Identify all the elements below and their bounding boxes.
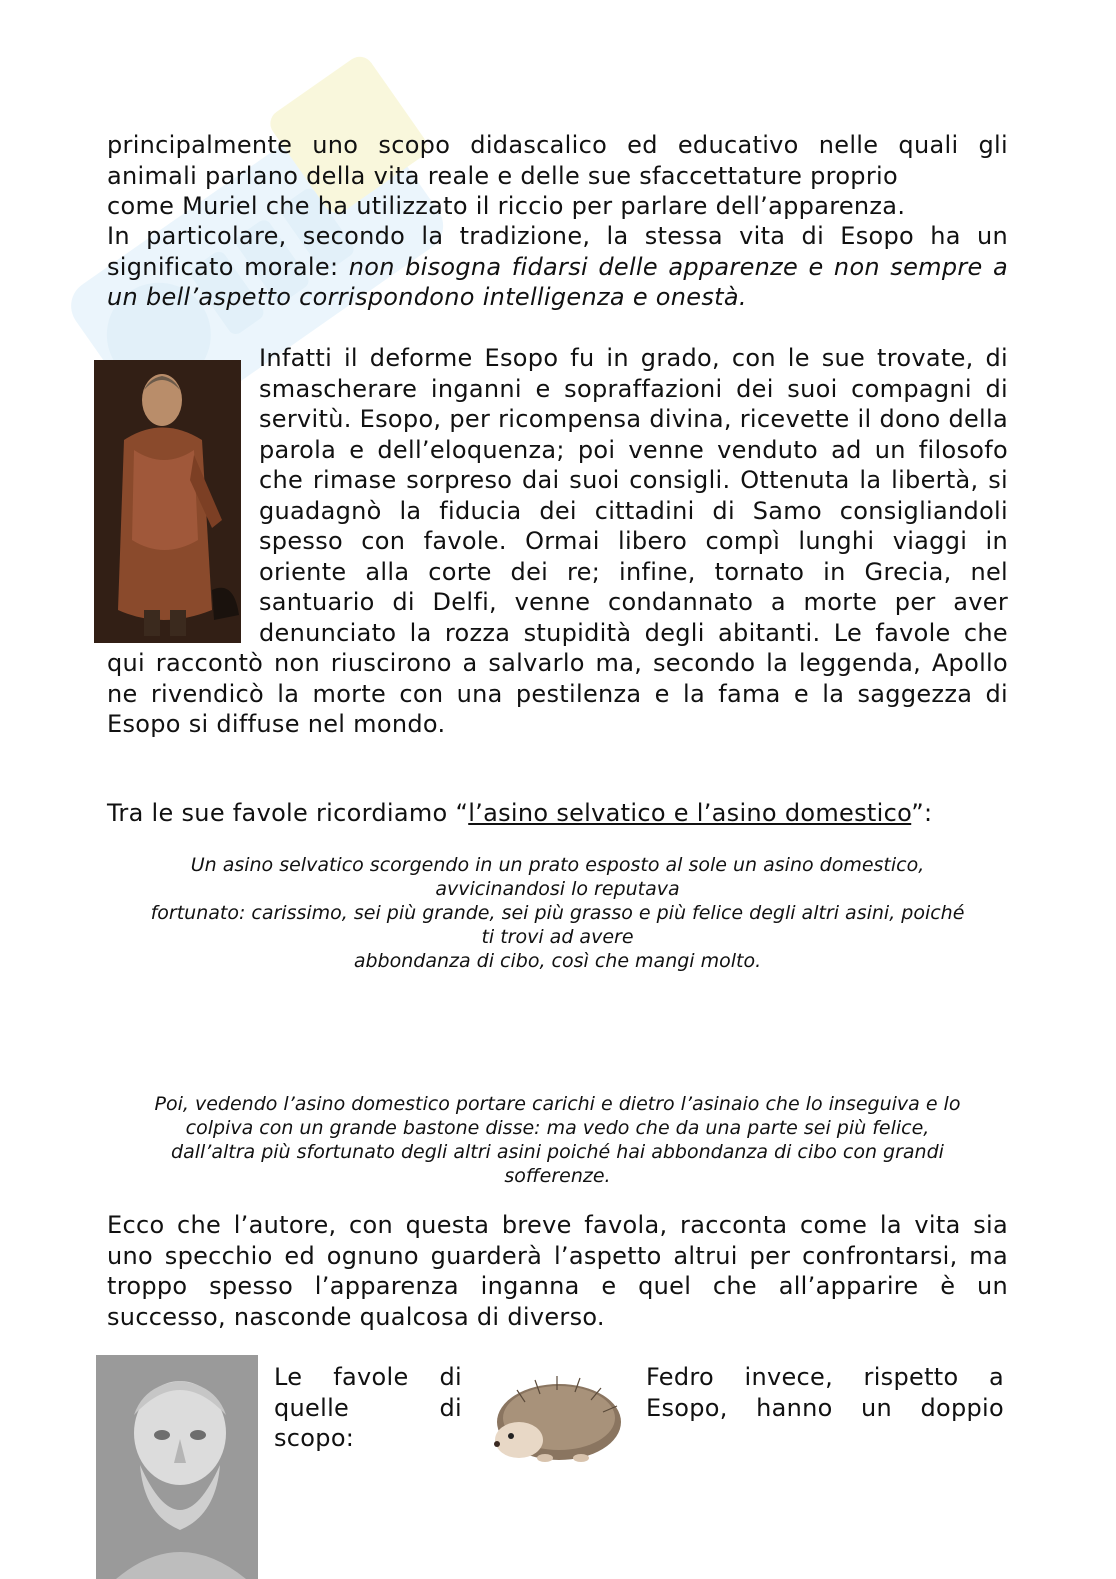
fable-quote-2 (107, 1092, 1008, 1188)
fedro-word-esopo: Esopo, (646, 1393, 728, 1422)
fedro-word-doppio: doppio (920, 1393, 1004, 1422)
fedro-word-le: Le (274, 1363, 303, 1391)
fedro-word-favole: favole (333, 1363, 409, 1391)
quote1-line-5: abbondanza di cibo, così che mangi molto. (353, 950, 762, 972)
quote2-line-4: sofferenze. (504, 1165, 611, 1187)
quote2-line-3: dall’altra più sfortunato degli altri asini poiché hai abbondanza di cibo con grandi (171, 1141, 944, 1163)
intro-line-3: come Muriel che ha utilizzato il riccio per parlare dell’apparenza. (107, 192, 906, 220)
fedro-word-scopo: scopo: (274, 1424, 355, 1452)
fedro-word-quelle: quelle (274, 1393, 350, 1422)
moral-text: In particolare, secondo la tradizione, la stessa vita di Esopo ha un significato morale: (107, 222, 1008, 281)
quote2-line-2: colpiva con un grande bastone disse: ma vedo che da una parte sei più felice, (185, 1117, 930, 1139)
fable-quote-1 (107, 853, 1008, 973)
hedgehog-image (485, 1362, 628, 1467)
conclusion-text: Ecco che l’autore, con questa breve favola, racconta come la vita sia uno specchio ed ognuno guarderà l’aspetto altrui per confrontarsi, ma troppo spesso l’apparenza inganna e quel che all’apparire è un successo, nasconde qualcosa di diverso. (107, 1211, 1008, 1331)
quote1-line-2: avvicinandosi lo reputava (435, 878, 680, 900)
biography-text: Infatti il deforme Esopo fu in grado, con le sue trovate, di smascherare inganni e sopraffazioni dei suoi compagni di servitù. Esopo, per ricompensa divina, ricevette il dono della parola e dell’eloquenza; poi venne venduto ad un filosofo che rimase sorpreso dai suoi consigli. Ottenuta la libertà, si guadagnò la fiducia dei cittadini di Samo consigliandoli spesso con favole. Ormai libero compì lunghi viaggi in oriente alla corte dei re; infine, tornato in Grecia, nel santuario di Delfi, venne condannato a morte per aver denunciato la rozza stupidità degli abitanti. Le favole che qui raccontò non riuscirono a salvarlo ma, secondo la leggenda, Apollo ne rivendicò la morte con una pestilenza e la fama e la saggezza di Esopo si diffuse nel mondo. (107, 344, 1008, 738)
quote1-line-4: ti trovi ad avere (481, 926, 634, 948)
fedro-word-di-2: di (439, 1393, 462, 1422)
fable-title-link[interactable]: l’asino selvatico e l’asino domestico (468, 799, 912, 827)
fedro-word-di: di (439, 1363, 462, 1391)
fedro-word-hanno: hanno (756, 1393, 833, 1422)
conclusion-paragraph (107, 1210, 1008, 1332)
moral-emphasis: non bisogna fidarsi delle apparenze e non sempre a un bell’aspetto corrispondono intelligenza e onestà. (107, 252, 1009, 311)
fable-intro (107, 798, 1008, 829)
quote1-line-1: Un asino selvatico scorgendo in un prato esposto al sole un asino domestico, (190, 854, 925, 876)
fedro-word-a: a (988, 1363, 1004, 1391)
intro-line-2: animali parlano della vita reale e delle sue sfaccettature proprio (107, 161, 898, 190)
fedro-word-fedro: Fedro (646, 1363, 715, 1391)
fedro-column-left (274, 1362, 462, 1454)
plato-bust-image (96, 1355, 258, 1579)
fable-intro-prefix: Tra le sue favole ricordiamo “ (107, 799, 469, 827)
quote1-line-3: fortunato: carissimo, sei più grande, sei più grasso e più felice degli altri asini, poiché (150, 902, 965, 924)
intro-line-1: principalmente uno scopo didascalico ed educativo nelle quali gli (107, 131, 1008, 159)
moral-paragraph (107, 221, 1008, 313)
biography-paragraph (107, 343, 1008, 740)
intro-paragraph (107, 130, 1008, 222)
quote2-line-1: Poi, vedendo l’asino domestico portare carichi e dietro l’asinaio che lo inseguiva e lo (154, 1093, 961, 1115)
fedro-word-rispetto: rispetto (863, 1363, 959, 1391)
fedro-word-un: un (861, 1393, 893, 1422)
fedro-column-right (646, 1362, 1004, 1423)
fable-intro-suffix: ”: (911, 799, 933, 827)
portrait-float-spacer (107, 343, 259, 643)
fedro-word-invece: invece, (744, 1363, 834, 1391)
